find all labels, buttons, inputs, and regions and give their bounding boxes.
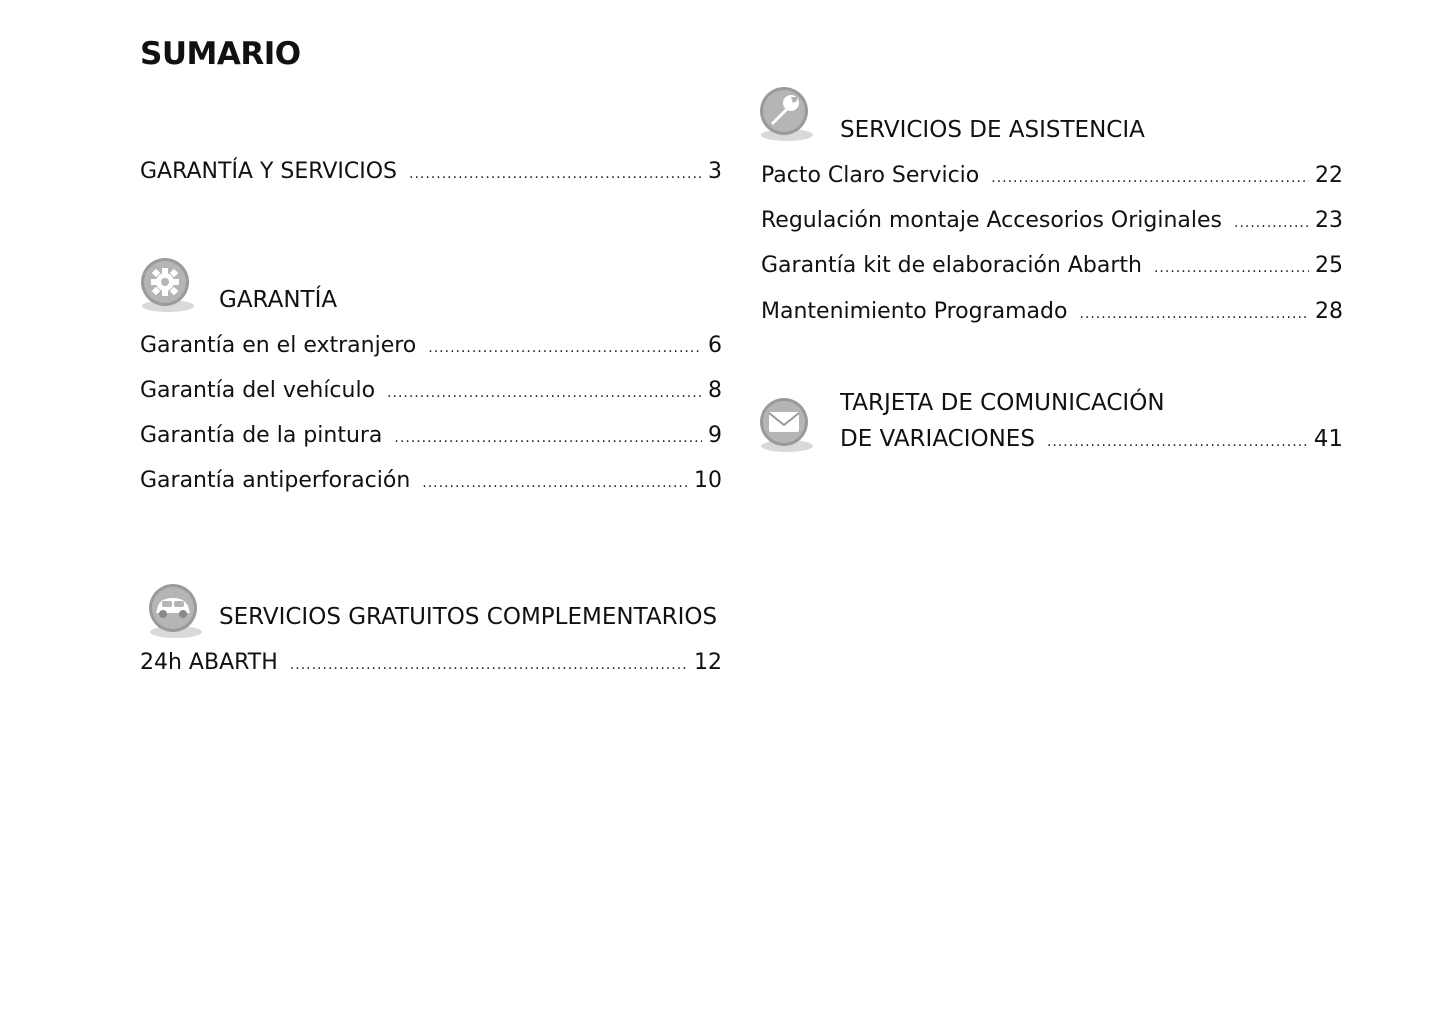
dot-leader	[991, 162, 1309, 194]
toc-entry[interactable]	[761, 205, 1343, 237]
dot-leader	[290, 649, 688, 681]
section-heading-tarjeta: TARJETA DE COMUNICACIÓN	[840, 390, 1165, 416]
toc-entry-label: Garantía de la pintura	[140, 423, 383, 448]
toc-entry-page: 8	[708, 378, 722, 403]
toc-entry-label: Garantía kit de elaboración Abarth	[761, 253, 1142, 278]
toc-entry-page: 6	[708, 333, 722, 358]
toc-entry[interactable]	[140, 375, 722, 407]
toc-entry[interactable]	[761, 296, 1343, 328]
toc-entry[interactable]	[761, 250, 1343, 282]
page-title: SUMARIO	[140, 36, 301, 72]
dot-leader	[428, 332, 702, 364]
toc-entry-label: Garantía antiperforación	[140, 468, 411, 493]
dot-leader	[1234, 207, 1309, 239]
dot-leader	[394, 422, 702, 454]
section-heading-garantia: GARANTÍA	[219, 287, 338, 313]
toc-entry-label: Regulación montaje Accesorios Originales	[761, 208, 1222, 233]
envelope-icon	[757, 396, 817, 456]
toc-entry-page: 23	[1315, 208, 1343, 233]
toc-entry-garantia-y-servicios[interactable]	[140, 156, 722, 188]
toc-entry-page: 9	[708, 423, 722, 448]
toc-entry-label: Garantía del vehículo	[140, 378, 376, 403]
toc-entry-page: 41	[1313, 426, 1343, 452]
toc-entry-page: 28	[1315, 299, 1343, 324]
toc-entry[interactable]	[140, 647, 722, 679]
toc-entry[interactable]	[140, 465, 722, 497]
section-heading-asistencia: SERVICIOS DE ASISTENCIA	[840, 117, 1145, 143]
dot-leader	[387, 377, 702, 409]
toc-entry[interactable]	[140, 420, 722, 452]
toc-entry-page: 3	[708, 159, 722, 184]
toc-entry-label: GARANTÍA Y SERVICIOS	[140, 159, 398, 184]
toc-entry-page: 12	[694, 650, 722, 675]
car-icon	[146, 582, 206, 642]
dot-leader	[422, 467, 688, 499]
toc-entry-label: DE VARIACIONES	[840, 426, 1035, 452]
toc-entry-page: 25	[1315, 253, 1343, 278]
toc-entry-label: Mantenimiento Programado	[761, 299, 1068, 324]
gear-icon	[138, 256, 198, 316]
wrench-icon	[757, 85, 817, 145]
dot-leader	[1079, 298, 1309, 330]
toc-entry[interactable]	[761, 160, 1343, 192]
section-heading-servicios-gratuitos: SERVICIOS GRATUITOS COMPLEMENTARIOS	[219, 604, 718, 630]
toc-entry-label: Garantía en el extranjero	[140, 333, 417, 358]
toc-entry-label: 24h ABARTH	[140, 650, 278, 675]
dot-leader	[1047, 426, 1308, 458]
dot-leader	[409, 158, 702, 190]
toc-entry-page: 22	[1315, 163, 1343, 188]
toc-entry-page: 10	[694, 468, 722, 493]
toc-entry-label: Pacto Claro Servicio	[761, 163, 980, 188]
toc-entry[interactable]	[140, 330, 722, 362]
dot-leader	[1154, 252, 1309, 284]
toc-entry-tarjeta[interactable]	[840, 423, 1343, 455]
